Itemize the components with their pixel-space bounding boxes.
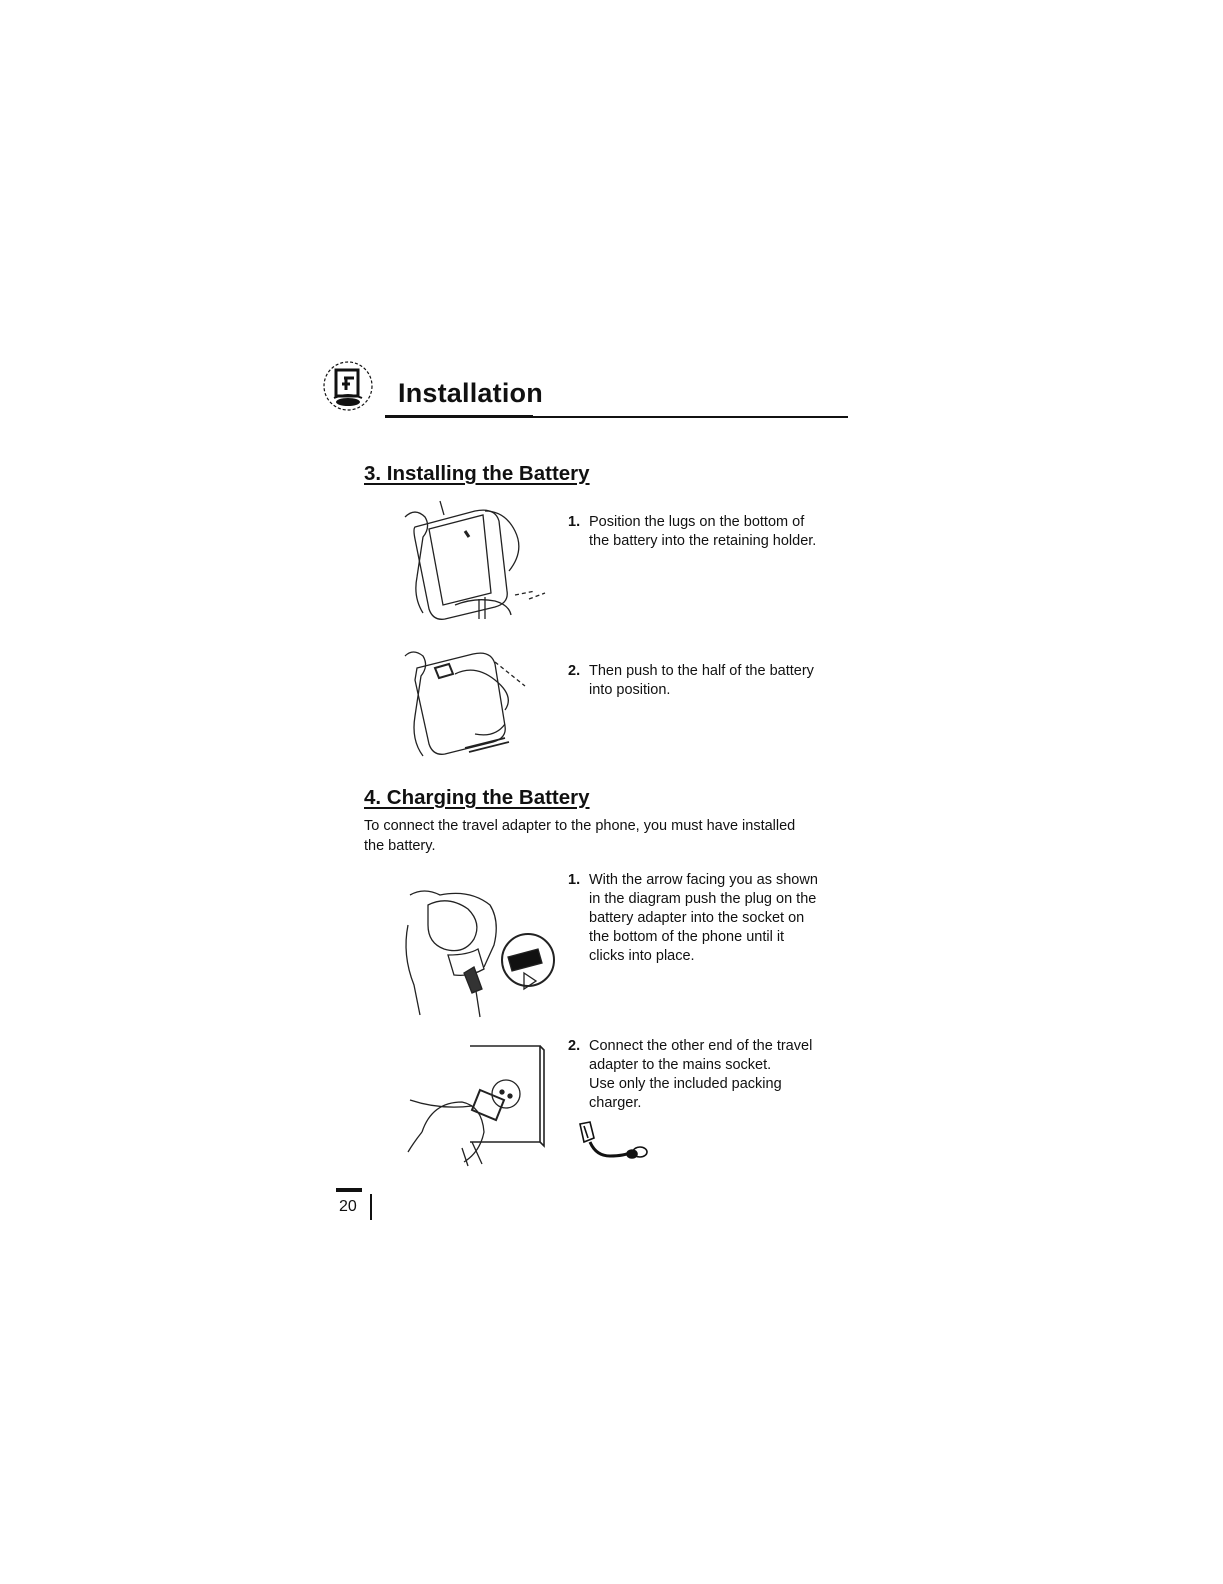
step-number: 1. [568, 514, 581, 530]
page-number: 20 [339, 1198, 357, 1215]
step-text-line: into position. [589, 682, 671, 698]
step-text-line: adapter to the mains socket. [589, 1057, 772, 1073]
step-number: 1. [568, 872, 581, 888]
section-intro [364, 816, 844, 856]
step-text-line: With the arrow facing you as shown [589, 872, 818, 888]
step-text-line: Then push to the half of the battery [589, 663, 814, 679]
section-title-charging-battery: 4. Charging the Battery [364, 786, 590, 809]
intro-text-line: To connect the travel adapter to the phone, you must have installed [364, 818, 796, 834]
step-text-line: battery adapter into the socket on [589, 910, 805, 926]
step-number: 2. [568, 1038, 581, 1054]
section-title-installing-battery: 3. Installing the Battery [364, 462, 590, 485]
charger-icon [576, 1120, 656, 1164]
intro-text-line: the battery. [364, 838, 436, 854]
phone-install-icon [320, 358, 376, 414]
header-rule-accent [385, 415, 533, 418]
battery-insert-illustration [395, 497, 555, 625]
step-text-line: Connect the other end of the travel [589, 1038, 813, 1054]
page-number-divider [370, 1194, 372, 1220]
step-text-line: in the diagram push the plug on the [589, 891, 817, 907]
step-text-line: clicks into place. [589, 948, 695, 964]
adapter-plug-illustration [398, 885, 558, 1020]
mains-socket-illustration [402, 1042, 547, 1167]
page-number-bar [336, 1188, 362, 1192]
page-title: Installation [398, 378, 543, 408]
step-text-line: the bottom of the phone until it [589, 929, 785, 945]
step-text-line: Use only the included packing [589, 1076, 782, 1092]
step-text-line: Position the lugs on the bottom of [589, 514, 805, 530]
battery-push-illustration [395, 638, 545, 766]
step-text-line: charger. [589, 1095, 642, 1111]
step-number: 2. [568, 663, 581, 679]
step-text-line: the battery into the retaining holder. [589, 533, 817, 549]
